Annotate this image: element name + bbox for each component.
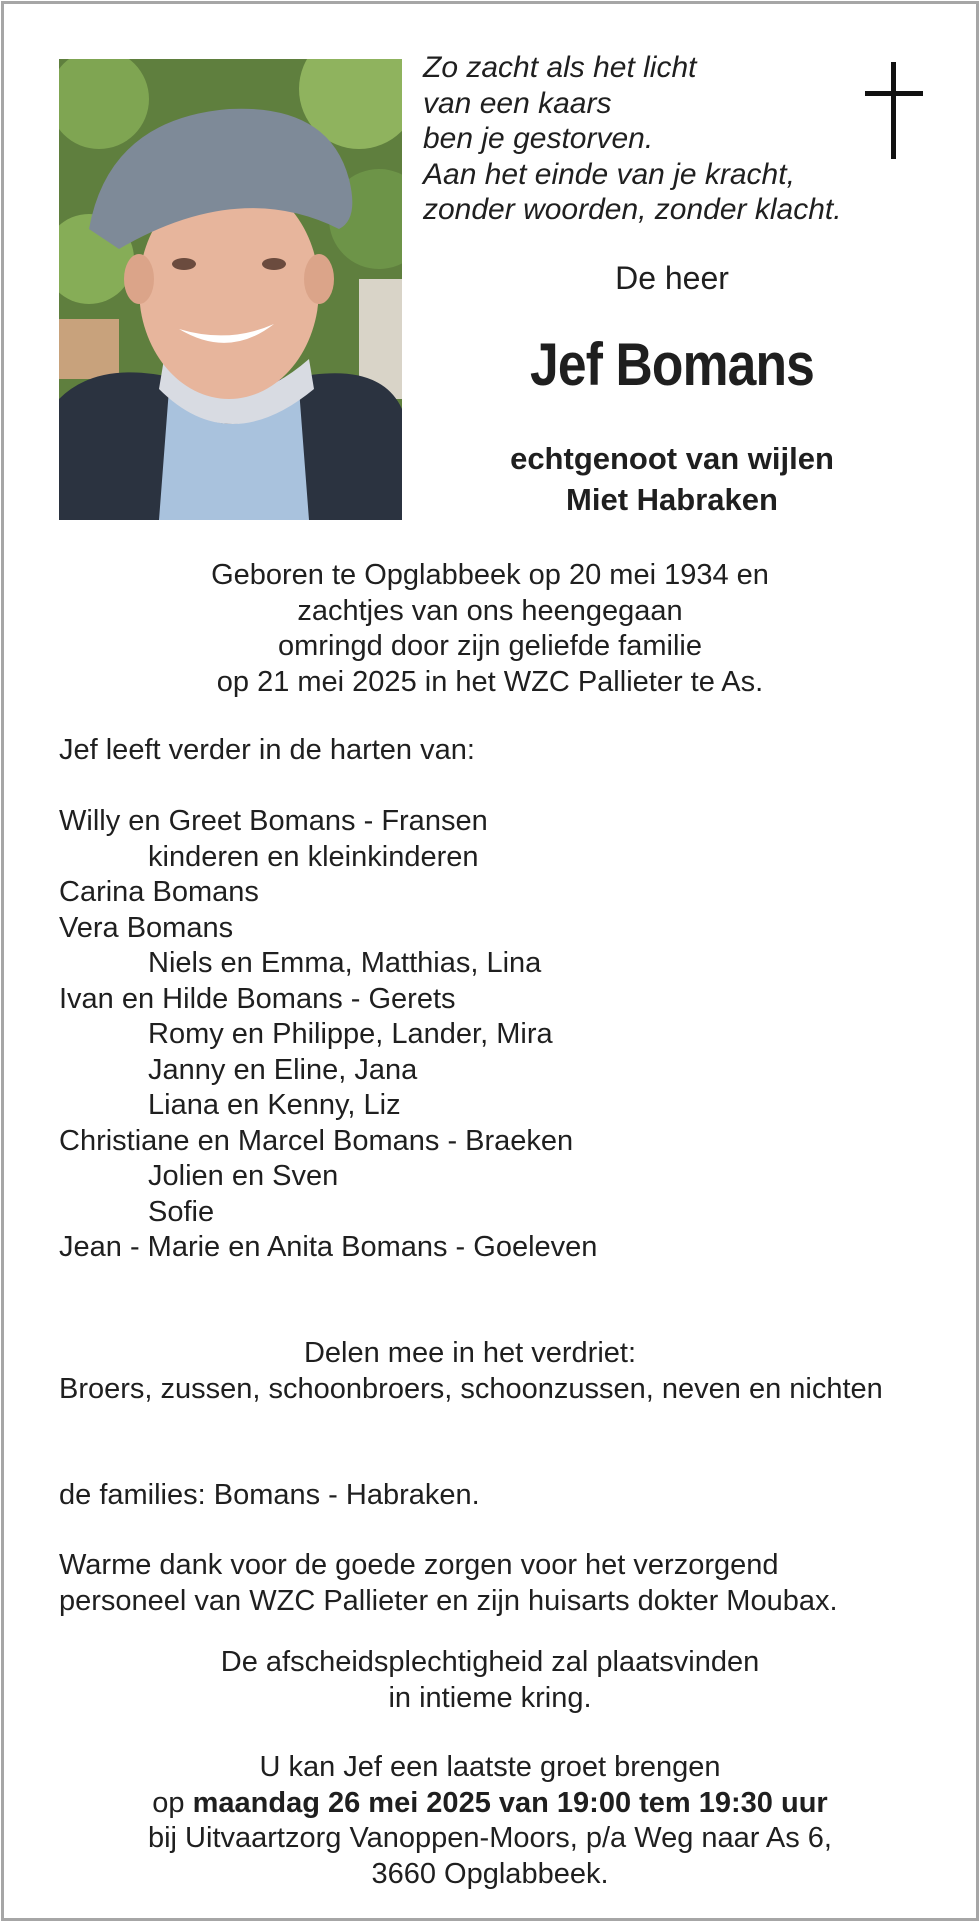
survivors-intro: Jef leeft verder in de harten van: [59, 734, 475, 766]
birth-death-info [59, 558, 921, 700]
family-member-descendants: Niels en Emma, Matthias, Lina [148, 947, 542, 979]
family-member-descendants: Jolien en Sven [148, 1160, 339, 1192]
family-member: Ivan en Hilde Bomans - Gerets [59, 982, 456, 1015]
birth-line: omringd door zijn geliefde familie [278, 630, 702, 662]
family-member: Christiane en Marcel Bomans - Braeken [59, 1124, 574, 1157]
portrait-photo-icon [59, 59, 402, 520]
thanks-line: personeel van WZC Pallieter en zijn huisarts dokter Moubax. [59, 1584, 838, 1617]
family-list [59, 804, 939, 1266]
deceased-name: Jef Bomans [530, 331, 814, 398]
birth-line: Geboren te Opglabbeek op 20 mei 1934 en [211, 559, 769, 591]
visit-line-4: 3660 Opglabbeek. [371, 1857, 609, 1890]
spouse-line-2: Miet Habraken [566, 482, 778, 517]
ceremony-line: in intieme kring. [388, 1681, 592, 1714]
poem-line: Aan het einde van je kracht, [423, 157, 795, 191]
family-member: Carina Bomans [59, 876, 259, 908]
visit-line-2 [59, 1786, 921, 1822]
visitation-info [59, 1750, 921, 1892]
poem [423, 50, 853, 228]
birth-line: zachtjes van ons heengegaan [297, 594, 683, 627]
thanks-text [59, 1548, 939, 1619]
poem-line: van een kaars [423, 86, 612, 120]
cross-icon [865, 62, 923, 159]
ceremony-line: De afscheidsplechtigheid zal plaatsvinden [220, 1646, 760, 1678]
family-member: Vera Bomans [59, 911, 234, 944]
poem-line: ben je gestorven. [423, 122, 654, 155]
visit-line-1: U kan Jef een laatste groet brengen [259, 1751, 721, 1783]
family-member-descendants: Janny en Eline, Jana [148, 1053, 418, 1086]
family-member-descendants: Romy en Philippe, Lander, Mira [148, 1018, 553, 1050]
share-text: Broers, zussen, schoonbroers, schoonzussen, neven en nichten [59, 1373, 883, 1405]
visit-datetime: maandag 26 mei 2025 van 19:00 tem 19:30 uur [192, 1786, 828, 1819]
honorific: De heer [615, 260, 729, 296]
family-member-descendants: Liana en Kenny, Liz [148, 1089, 401, 1121]
thanks-line: Warme dank voor de goede zorgen voor het verzorgend [59, 1549, 779, 1581]
spouse-line-1: echtgenoot van wijlen [510, 441, 834, 476]
share-title: Delen mee in het verdriet: [303, 1337, 637, 1369]
birth-line: op 21 mei 2025 in het WZC Pallieter te As. [216, 665, 764, 698]
family-member-descendants: Sofie [148, 1195, 215, 1228]
family-member-descendants: kinderen en kleinkinderen [148, 840, 479, 873]
ceremony-info [59, 1645, 921, 1716]
family-member: Willy en Greet Bomans - Fransen [59, 805, 488, 837]
spouse-info [402, 438, 942, 520]
family-member: Jean - Marie en Anita Bomans - Goeleven [59, 1231, 598, 1263]
poem-line: zonder woorden, zonder klacht. [423, 193, 842, 226]
poem-line: Zo zacht als het licht [423, 51, 697, 84]
visit-line-3: bij Uitvaartzorg Vanoppen-Moors, p/a Weg naar As 6, [147, 1822, 832, 1854]
visit-prefix: op [152, 1786, 193, 1819]
families-line: de families: Bomans - Habraken. [59, 1479, 480, 1511]
